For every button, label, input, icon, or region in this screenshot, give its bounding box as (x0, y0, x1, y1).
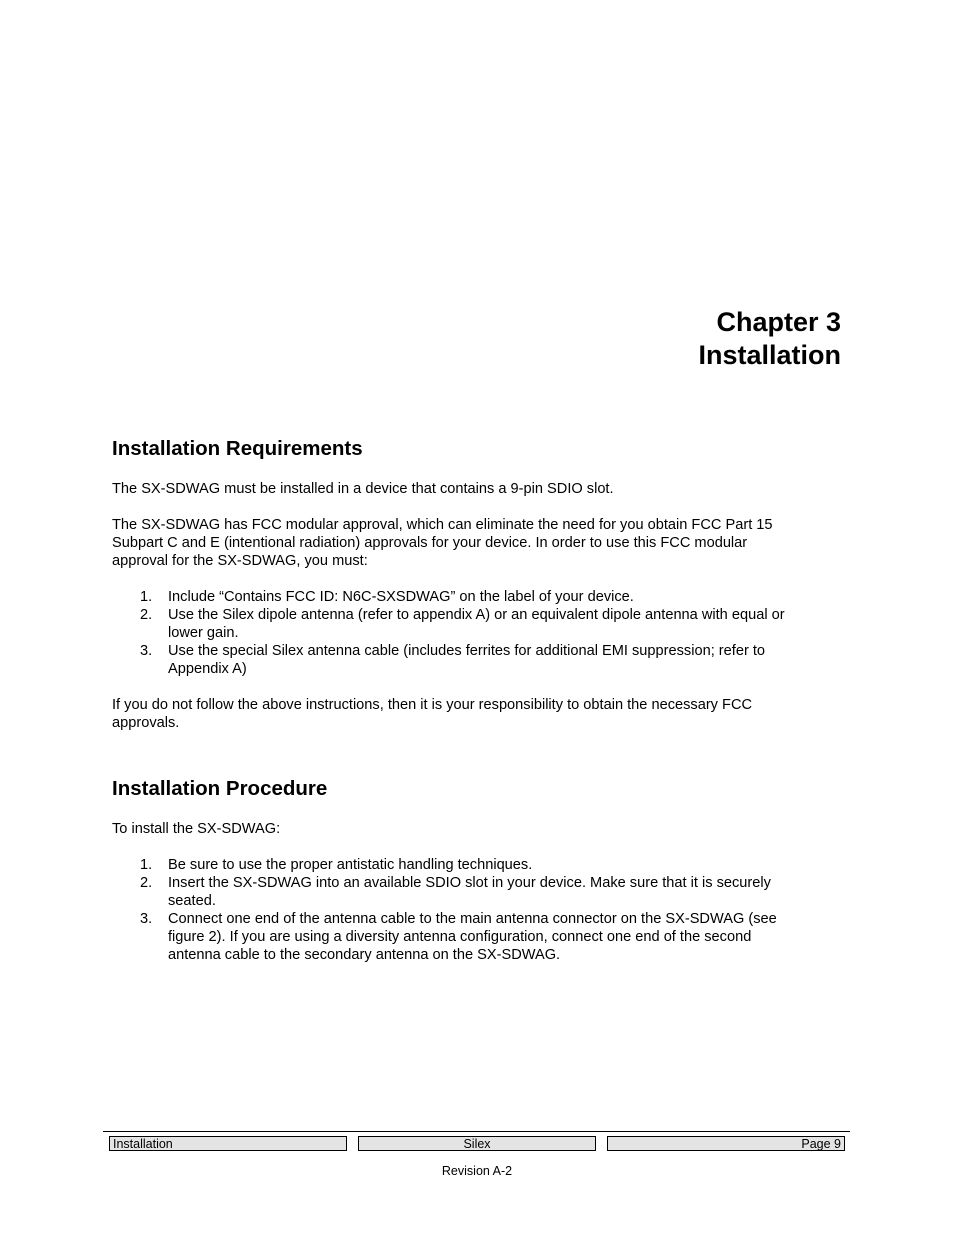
list-item-text: seated. (168, 893, 216, 909)
footer-company-label: Silex (358, 1136, 596, 1151)
chapter-heading (698, 306, 841, 372)
requirements-list (112, 588, 842, 678)
list-item-text: Connect one end of the antenna cable to the main antenna connector on the SX-SDWAG (see (168, 911, 777, 927)
list-item-text: Appendix A) (168, 661, 247, 677)
list-item (112, 910, 842, 964)
text-line: Subpart C and E (intentional radiation) approvals for your device. In order to use this FCC modular (112, 535, 748, 551)
procedure-intro: To install the SX-SDWAG: (112, 821, 281, 837)
list-item-text: figure 2). If you are using a diversity antenna configuration, connect one end of the second (168, 929, 752, 945)
list-item-text: Use the special Silex antenna cable (includes ferrites for additional EMI suppression; refer to (168, 643, 766, 659)
footer-divider (103, 1131, 850, 1132)
list-item (112, 856, 842, 874)
procedure-list (112, 856, 842, 964)
chapter-title: Installation (698, 340, 841, 370)
text-line: The SX-SDWAG has FCC modular approval, which can eliminate the need for you obtain FCC Part 15 (112, 517, 773, 533)
requirements-paragraph-2 (112, 516, 842, 570)
text-line: approval for the SX-SDWAG, you must: (112, 553, 368, 569)
list-item (112, 588, 842, 606)
revision-label: Revision A-2 (441, 1164, 513, 1178)
requirements-paragraph-3 (112, 696, 842, 732)
list-item (112, 642, 842, 678)
list-item (112, 606, 842, 642)
list-number: 1. (140, 857, 153, 873)
footer-page-number: Page 9 (607, 1136, 845, 1151)
list-item-text: Be sure to use the proper antistatic handling techniques. (168, 857, 533, 873)
section-title-procedure: Installation Procedure (112, 777, 328, 800)
requirements-paragraph-1: The SX-SDWAG must be installed in a device that contains a 9-pin SDIO slot. (112, 481, 614, 497)
list-number: 3. (140, 643, 153, 659)
list-item-text: lower gain. (168, 625, 239, 641)
footer-section-label: Installation (109, 1136, 347, 1151)
section-title-requirements: Installation Requirements (112, 437, 363, 460)
list-item-text: Insert the SX-SDWAG into an available SDIO slot in your device. Make sure that it is securely (168, 875, 771, 891)
list-item-text: Include “Contains FCC ID: N6C-SXSDWAG” on the label of your device. (168, 589, 634, 605)
list-number: 2. (140, 875, 153, 891)
list-number: 1. (140, 589, 153, 605)
chapter-number: Chapter 3 (716, 307, 841, 337)
text-line: approvals. (112, 715, 180, 731)
list-number: 2. (140, 607, 153, 623)
installation-procedure-section (112, 777, 842, 964)
list-number: 3. (140, 911, 153, 927)
list-item (112, 874, 842, 910)
list-item-text: antenna cable to the secondary antenna on the SX-SDWAG. (168, 947, 561, 963)
list-item-text: Use the Silex dipole antenna (refer to appendix A) or an equivalent dipole antenna with equal or (168, 607, 785, 623)
text-line: If you do not follow the above instructions, then it is your responsibility to obtain the necessary FCC (112, 697, 753, 713)
installation-requirements-section (112, 437, 842, 732)
